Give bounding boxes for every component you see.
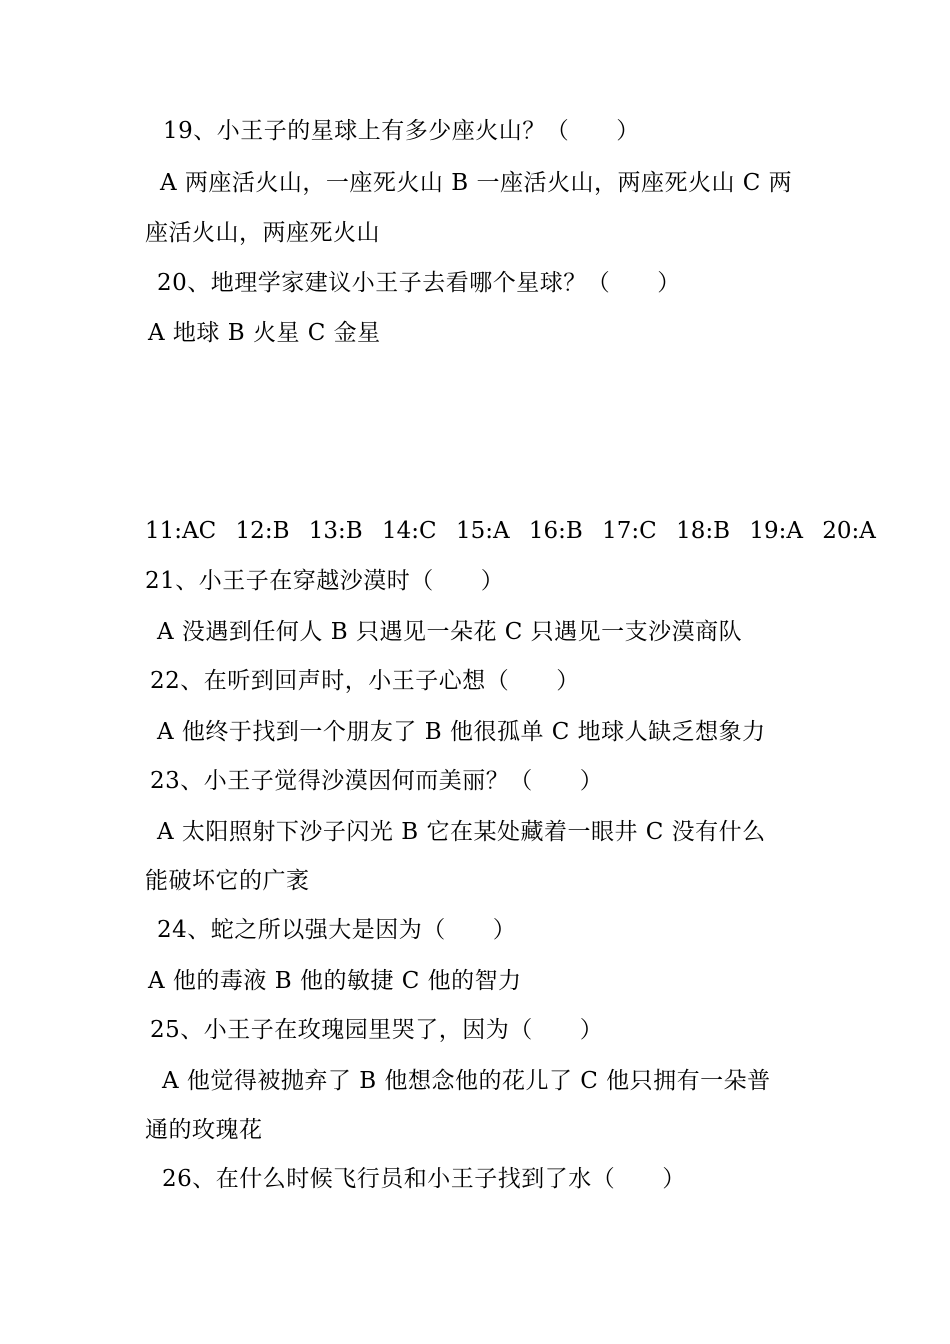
question-25: 25、小王子在玫瑰园里哭了，因为（ ） xyxy=(150,1017,604,1043)
question-25-options: A 他觉得被抛弃了 B 他想念他的花儿了 C 他只拥有一朵普 xyxy=(162,1068,771,1094)
question-20-options: A 地球 B 火星 C 金星 xyxy=(148,320,381,346)
question-22-options: A 他终于找到一个朋友了 B 他很孤单 C 地球人缺乏想象力 xyxy=(157,719,766,745)
answer-key xyxy=(145,516,888,546)
answer-item: 14:C xyxy=(382,518,437,544)
answer-item: 13:B xyxy=(308,518,363,544)
answer-item: 11:AC xyxy=(145,518,217,544)
question-24: 24、蛇之所以强大是因为（ ） xyxy=(157,917,517,943)
answer-item: 12:B xyxy=(235,518,290,544)
question-19: 19、小王子的星球上有多少座火山？（ ） xyxy=(163,118,640,144)
question-22: 22、在听到回声时，小王子心想（ ） xyxy=(150,668,580,694)
question-24-options: A 他的毒液 B 他的敏捷 C 他的智力 xyxy=(148,968,522,994)
question-20: 20、地理学家建议小王子去看哪个星球？（ ） xyxy=(157,270,681,296)
question-26: 26、在什么时候飞行员和小王子找到了水（ ） xyxy=(162,1166,686,1192)
question-23-options: A 太阳照射下沙子闪光 B 它在某处藏着一眼井 C 没有什么 xyxy=(157,819,766,845)
question-23-options-cont: 能破坏它的广袤 xyxy=(145,868,310,894)
answer-item: 20:A xyxy=(822,518,876,544)
question-19-options: A 两座活火山，一座死火山 B 一座活火山，两座死火山 C 两 xyxy=(160,170,793,196)
question-23: 23、小王子觉得沙漠因何而美丽？（ ） xyxy=(150,768,604,794)
question-19-options-cont: 座活火山，两座死火山 xyxy=(145,220,380,246)
answer-item: 17:C xyxy=(602,518,657,544)
answer-item: 16:B xyxy=(528,518,583,544)
question-21-options: A 没遇到任何人 B 只遇见一朵花 C 只遇见一支沙漠商队 xyxy=(157,619,743,645)
question-25-options-cont: 通的玫瑰花 xyxy=(145,1117,263,1143)
question-21: 21、小王子在穿越沙漠时（ ） xyxy=(145,568,505,594)
answer-item: 18:B xyxy=(676,518,730,544)
answer-item: 15:A xyxy=(455,518,510,544)
answer-item: 19:A xyxy=(749,518,803,544)
